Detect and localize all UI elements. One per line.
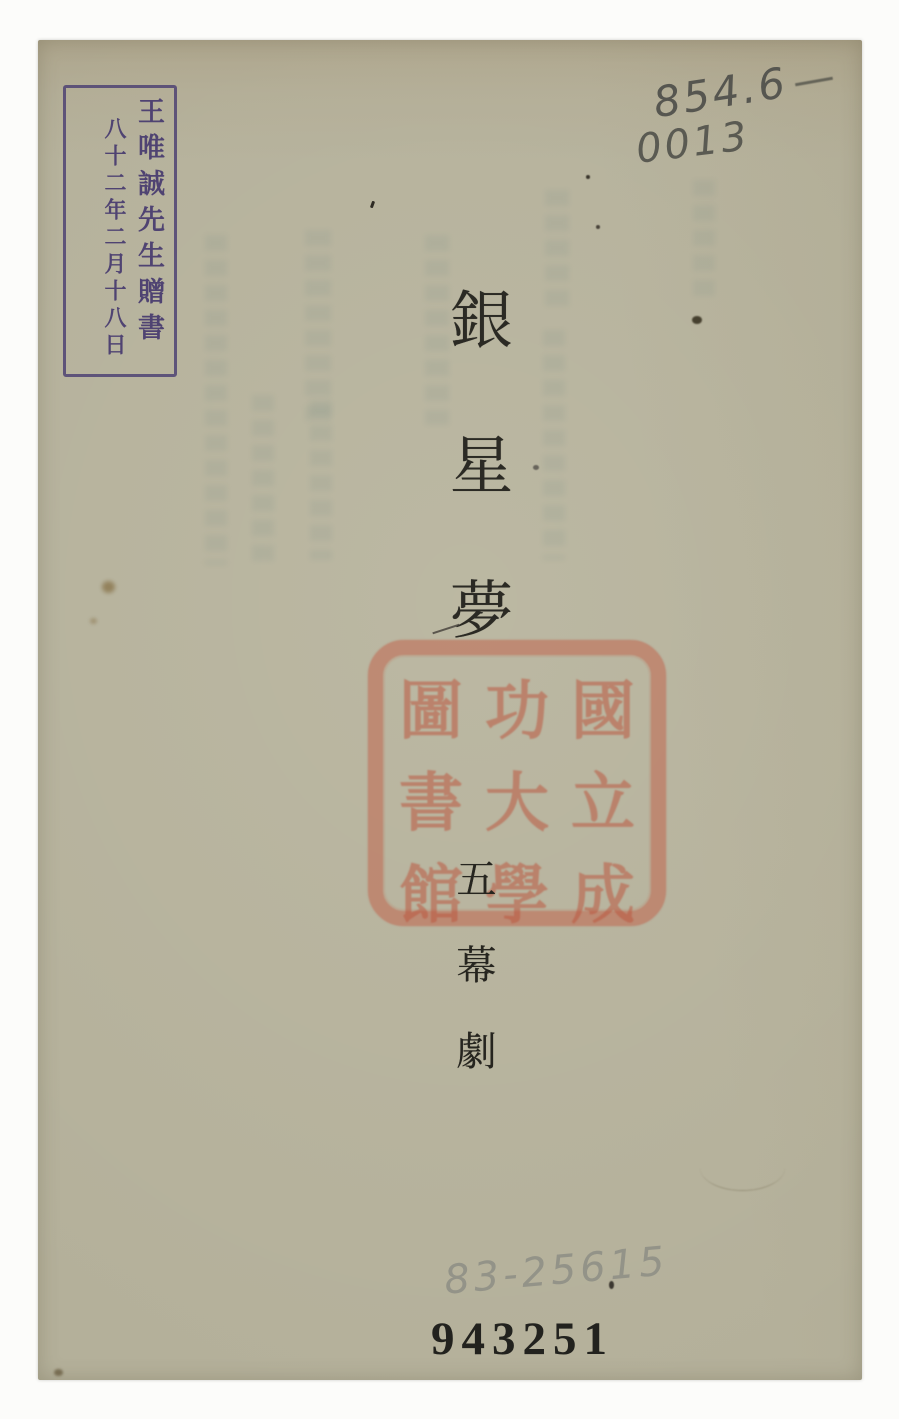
donor-stamp — [63, 85, 177, 377]
seal-char: 大 — [485, 768, 549, 839]
showthrough-column — [543, 330, 565, 560]
seal-char: 學 — [485, 860, 549, 931]
seal-char: 書 — [399, 768, 463, 839]
seal-char: 立 — [571, 768, 635, 839]
call-number-item: 0013 — [633, 113, 753, 173]
paper-speck — [370, 201, 375, 209]
showthrough-column — [693, 180, 715, 300]
paper-speck — [54, 1369, 63, 1376]
showthrough-column — [310, 400, 332, 560]
donor-stamp-text-right: 王唯誠先生贈書 — [134, 97, 164, 349]
paper-speck — [533, 465, 539, 470]
book-subtitle: 五幕劇 — [451, 858, 496, 1116]
paper-fiber-mark — [700, 1145, 785, 1191]
foxing-spot — [90, 618, 97, 624]
seal-char: 圖 — [399, 676, 463, 747]
paper-speck — [596, 225, 600, 229]
paper-blemish — [692, 316, 702, 324]
showthrough-column — [545, 190, 569, 310]
donor-stamp-text-left: 八十二年二月十八日 — [102, 117, 127, 360]
showthrough-column — [252, 395, 274, 565]
book-cover-paper — [38, 40, 862, 1380]
accession-number-pencil: 83-25615 — [442, 1238, 671, 1304]
seal-char: 國 — [571, 676, 635, 747]
book-title: 銀星夢 — [441, 287, 511, 722]
foxing-spot — [102, 581, 115, 593]
paper-speck — [586, 175, 590, 179]
showthrough-column — [205, 235, 227, 565]
accession-number-stamp: 943251 — [431, 1313, 614, 1365]
call-number-class: 854.6 — [649, 57, 792, 128]
seal-char: 成 — [571, 860, 635, 931]
seal-char: 功 — [485, 676, 549, 747]
seal-char: 館 — [399, 860, 463, 931]
pencil-dash-mark — [795, 77, 833, 87]
